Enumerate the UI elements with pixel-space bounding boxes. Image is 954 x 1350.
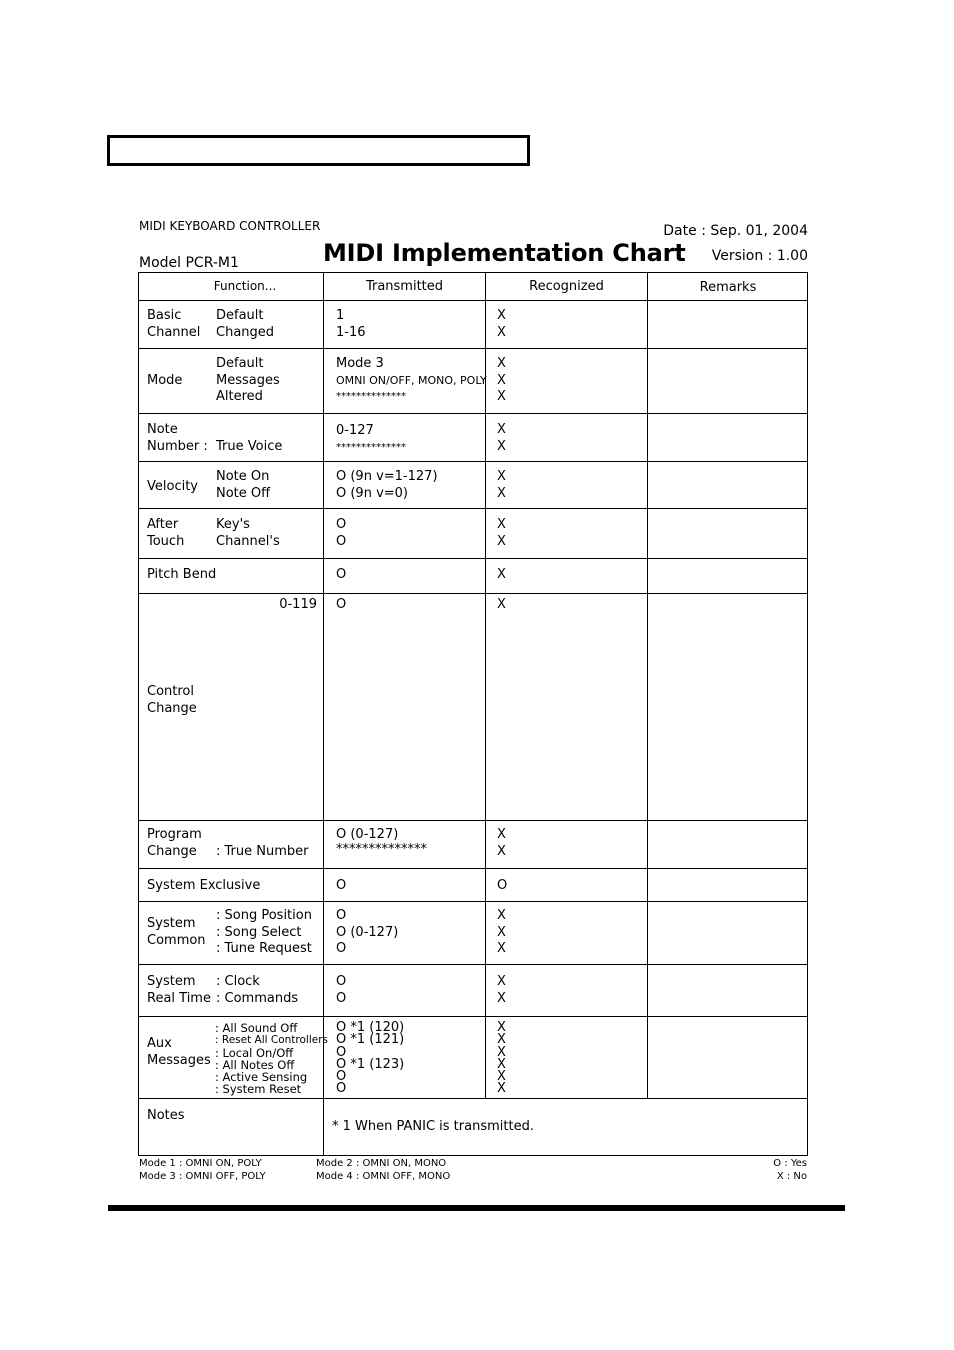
aux-messages-recognized: X X X X X X (497, 1020, 506, 1097)
system-common-recognized: X X X (497, 908, 506, 956)
program-change-transmitted: O (0-127) ************** (336, 827, 427, 857)
row-divider (139, 508, 807, 509)
mode-transmitted: Mode 3 OMNI ON/OFF, MONO, POLY ************** (336, 356, 487, 402)
notes-text: * 1 When PANIC is transmitted. (332, 1119, 534, 1134)
pitch-bend-recognized: X (497, 567, 506, 582)
column-divider (323, 273, 324, 1098)
aux-messages-transmitted: O *1 (120) O *1 (121) O O *1 (123) O O (336, 1020, 405, 1097)
control-change-transmitted: O (336, 597, 347, 612)
control-change-recognized: X (497, 597, 506, 612)
pitch-bend-label: Pitch Bend (147, 567, 217, 582)
system-exclusive-transmitted: O (336, 878, 347, 893)
category-label: MIDI KEYBOARD CONTROLLER (139, 219, 321, 233)
note-number-label: Note Number : (147, 422, 208, 454)
row-divider (139, 868, 807, 869)
after-touch-label: After Touch (147, 517, 185, 549)
row-divider (139, 1098, 807, 1099)
note-number-transmitted: 0-127 ************** (336, 423, 406, 453)
page-title: MIDI Implementation Chart (323, 239, 686, 267)
system-exclusive-recognized: O (497, 878, 508, 893)
model-label: Model PCR-M1 (139, 255, 239, 271)
velocity-sub: Note On Note Off (216, 469, 271, 501)
column-header-transmitted: Transmitted (365, 279, 444, 294)
system-exclusive-label: System Exclusive (147, 878, 261, 893)
row-divider (139, 1016, 807, 1017)
header-frame (107, 135, 530, 166)
mode-label: Mode (147, 373, 183, 388)
notes-label: Notes (147, 1108, 185, 1123)
implementation-chart (138, 272, 808, 1156)
basic-channel-label: Basic Channel (147, 308, 201, 340)
pitch-bend-transmitted: O (336, 567, 347, 582)
bottom-rule (108, 1205, 845, 1211)
date-label: Date : Sep. 01, 2004 (663, 223, 808, 239)
row-divider (139, 348, 807, 349)
after-touch-recognized: X X (497, 517, 506, 549)
row-divider (139, 593, 807, 594)
column-divider (647, 273, 648, 1098)
program-change-recognized: X X (497, 827, 506, 859)
aux-messages-label: Aux Messages (147, 1036, 211, 1068)
velocity-transmitted: O (9n v=1-127) O (9n v=0) (336, 469, 438, 501)
mode-legend-right: Mode 2 : OMNI ON, MONO Mode 4 : OMNI OFF, MONO (316, 1158, 451, 1182)
control-change-range: 0-119 (279, 597, 317, 612)
control-change-label: Control Change (147, 684, 197, 716)
version-label: Version : 1.00 (711, 248, 808, 264)
mode-sub: Default Messages Altered (216, 356, 280, 404)
system-realtime-sub: : Clock : Commands (216, 974, 299, 1006)
row-divider (139, 820, 807, 821)
program-change-label: Program Change (147, 827, 202, 859)
column-divider (323, 1098, 324, 1156)
system-realtime-transmitted: O O (336, 974, 347, 1006)
column-header-function: Function... (213, 279, 277, 293)
column-header-remarks: Remarks (699, 280, 757, 295)
basic-channel-sub: Default Changed (216, 308, 275, 340)
velocity-recognized: X X (497, 469, 506, 501)
note-number-sub: True Voice (216, 439, 283, 454)
program-change-sub: : True Number (216, 844, 309, 859)
symbol-legend: O : Yes X : No (773, 1158, 807, 1182)
column-header-recognized: Recognized (529, 279, 604, 294)
note-number-recognized: X X (497, 422, 506, 454)
after-touch-sub: Key's Channel's (216, 517, 280, 549)
system-common-label: System Common (147, 916, 206, 948)
row-divider (139, 413, 807, 414)
row-divider (139, 461, 807, 462)
system-common-transmitted: O O (0-127) O (336, 908, 399, 956)
system-realtime-label: System Real Time (147, 974, 211, 1006)
row-divider (139, 964, 807, 965)
after-touch-transmitted: O O (336, 517, 347, 549)
row-divider (139, 901, 807, 902)
basic-channel-transmitted: 1 1-16 (336, 308, 366, 340)
system-realtime-recognized: X X (497, 974, 506, 1006)
system-common-sub: : Song Position : Song Select : Tune Request (216, 908, 312, 956)
velocity-label: Velocity (147, 479, 198, 494)
mode-legend-left: Mode 1 : OMNI ON, POLY Mode 3 : OMNI OFF, POLY (139, 1158, 266, 1182)
mode-recognized: X X X (497, 356, 506, 404)
row-divider (139, 558, 807, 559)
aux-messages-sub: : All Sound Off : Reset All Controllers : Local On/Off : All Notes Off : Active Sensing : System Reset (215, 1021, 329, 1097)
basic-channel-recognized: X X (497, 308, 506, 340)
